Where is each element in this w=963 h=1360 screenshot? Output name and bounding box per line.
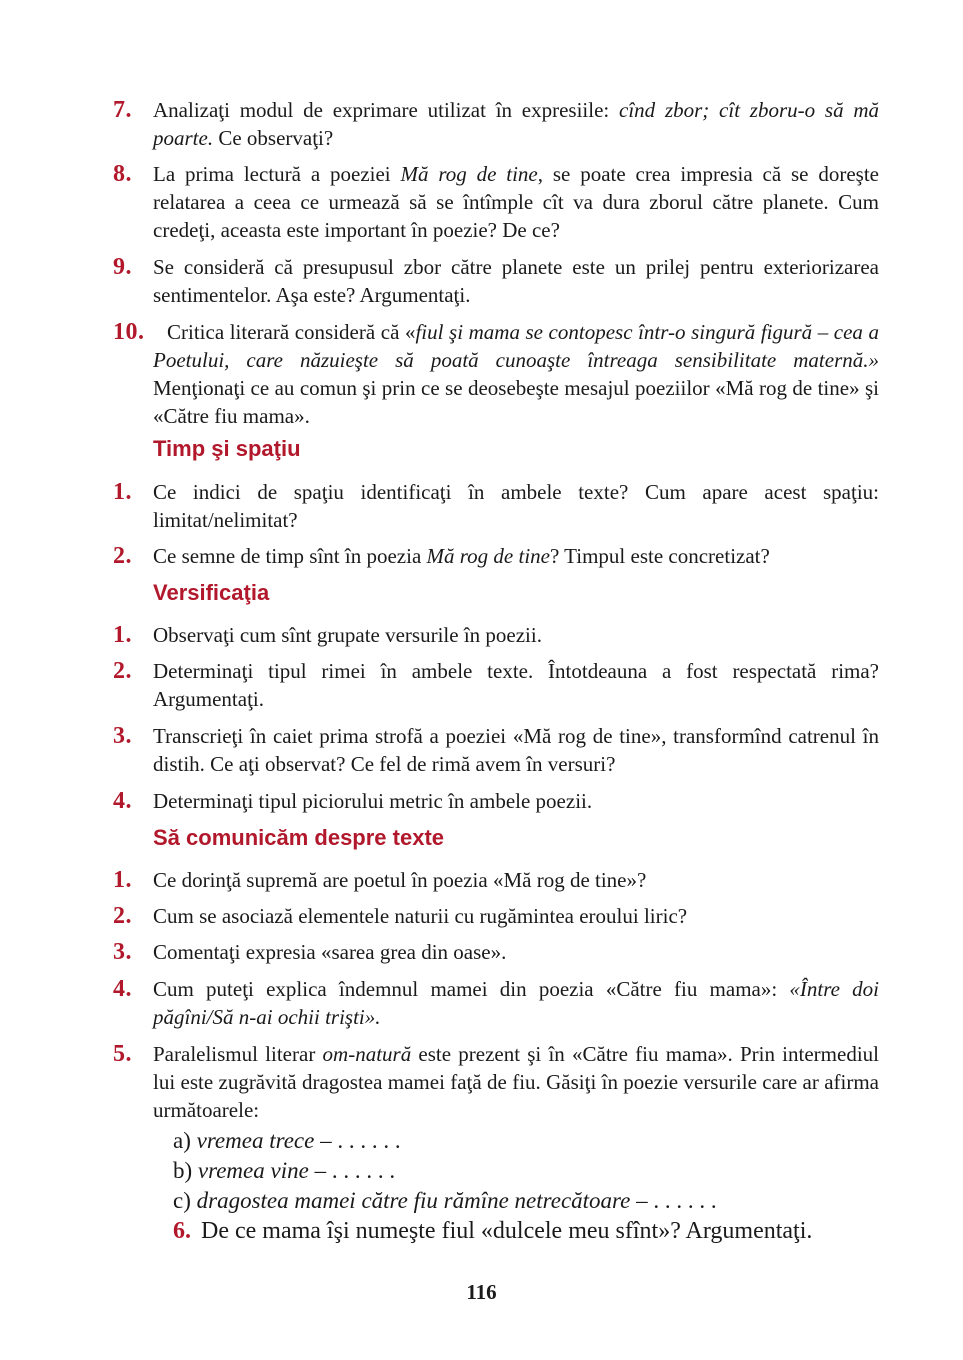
question-number: 5. [113, 1041, 132, 1067]
question-number: 10. [113, 319, 145, 345]
versification-question-2: 2. Determinaţi tipul rimei în ambele texte. Întotdeauna a fost respectată rima? Argumentaţi. [113, 658, 879, 711]
sub-item-b: b) vremea vine – . . . . . . [173, 1158, 396, 1183]
question-number: 1. [113, 622, 132, 648]
sub-item-c: c) dragostea mamei către fiu rămîne netrecătoare – . . . . . . [173, 1188, 717, 1213]
time-space-question-2: 2. Ce semne de timp sînt în poezia Mă rog de tine? Timpul este concretizat? [113, 543, 770, 569]
question-number: 2. [113, 658, 132, 684]
communicate-question-6: 6. De ce mama îşi numeşte fiul «dulcele meu sfînt»? Argumentaţi. [173, 1218, 813, 1244]
question-10: 10. Critica literară consideră că «fiul şi mama se contopesc într-o singură figură – cea a Poetului, care năzuieşte să poată cunoaşte întreaga sensibilitate maternă.» Menţionaţi ce au comun şi prin ce se deosebeşte mesajul poeziilor «Mă rog de tine» şi «Către fiu mama». [113, 319, 879, 428]
question-8: 8. La prima lectură a poeziei Mă rog de tine, se poate crea impresia că se doreşte relatarea a ceea ce urmează să se întîmple cît va dura zborul către planete. Cum credeţi, aceasta este important în poezie? De ce? [113, 161, 879, 242]
question-number: 4. [113, 976, 132, 1002]
question-number: 2. [113, 903, 132, 929]
sub-item-a: a) vremea trece – . . . . . . [173, 1128, 401, 1153]
section-heading-versification: Versificaţia [153, 580, 270, 605]
question-number: 7. [113, 97, 132, 123]
versification-question-3: 3. Transcrieţi în caiet prima strofă a poeziei «Mă rog de tine», transformînd catrenul în distih. Ce aţi observat? Ce fel de rimă avem în versuri? [113, 723, 879, 776]
time-space-question-1: 1. Ce indici de spaţiu identificaţi în ambele texte? Cum apare acest spaţiu: limitat/nelimitat? [113, 479, 879, 532]
communicate-question-2: 2. Cum se asociază elementele naturii cu rugămintea eroului liric? [113, 903, 688, 929]
page-number: 116 [466, 1280, 497, 1304]
communicate-question-1: 1. Ce dorinţă supremă are poetul în poezia «Mă rog de tine»? [113, 867, 647, 893]
question-number: 3. [113, 939, 132, 965]
question-number: 4. [113, 788, 132, 814]
question-number: 1. [113, 867, 132, 893]
question-9: 9. Se consideră că presupusul zbor către planete este un prilej pentru exteriorizarea sentimentelor. Aşa este? Argumentaţi. [113, 254, 879, 307]
section-heading-communicate: Să comunicăm despre texte [153, 825, 445, 850]
versification-question-1: 1. Observaţi cum sînt grupate versurile în poezii. [113, 622, 542, 648]
communicate-question-3: 3. Comentaţi expresia «sarea grea din oase». [113, 939, 507, 965]
question-number: 2. [113, 543, 132, 569]
question-number: 9. [113, 254, 132, 280]
question-number: 1. [113, 479, 132, 505]
question-7: 7. Analizaţi modul de exprimare utilizat în expresiile: cînd zbor; cît zboru-o să mă poarte. Ce observaţi? [113, 97, 879, 150]
question-number: 6. [173, 1218, 191, 1244]
section-heading-time-space: Timp şi spaţiu [153, 436, 301, 461]
communicate-question-4: 4. Cum puteţi explica îndemnul mamei din poezia «Către fiu mama»: «Între doi păgîni/Să n-ai ochii trişti». [113, 976, 879, 1029]
question-number: 3. [113, 723, 132, 749]
question-number: 8. [113, 161, 132, 187]
communicate-question-5: 5. Paralelismul literar om-natură este prezent şi în «Către fiu mama». Prin intermediul lui este zugrăvită dragostea mamei faţă de fiu. Găsiţi în poezie versurile care ar afirma următoarele: [113, 1041, 879, 1122]
versification-question-4: 4. Determinaţi tipul piciorului metric în ambele poezii. [113, 788, 593, 814]
